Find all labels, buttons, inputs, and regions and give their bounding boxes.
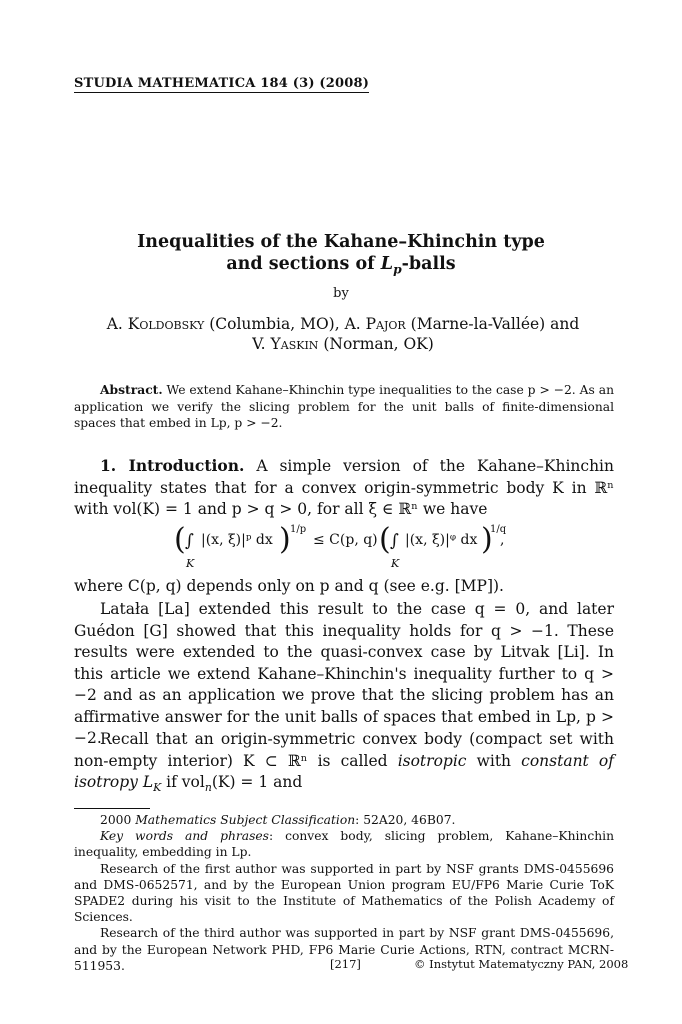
paragraph-isotropic: Recall that an origin-symmetric convex body (compact set with non-empty interior) K ⊂ ℝⁿ is called isotropic with constant of isotropy $L_K$ if vol$_n$(K) = 1 and [74, 730, 614, 795]
abstract-text: We extend Kahane–Khinchin type inequalities to the case p > −2. As an application we verify the slicing problem for the unit balls of finite-dimensional spaces that embed in Lp, p > −2. [74, 383, 614, 430]
footnote-funding-1: Research of the first author was supported in part by NSF grants DMS-0455696 and DMS-0652571, and by the European Union program EU/FP6 Marie Curie ToK SPADE2 during his visit to the Institute of Mathematics of the Polish Academy of Sciences. [74, 861, 614, 925]
integral-sign-2: ∫ [390, 531, 399, 551]
kahane-khinchin-equation [174, 522, 507, 572]
domain-K: K [186, 557, 195, 570]
relation: ≤ C(p, q) [313, 532, 378, 548]
author-3: Yaskin [270, 335, 319, 353]
rhs-exponent: 1/q [490, 524, 507, 535]
lhs-integrand: |(x, ξ)|ᵖ dx [201, 532, 273, 548]
abstract [74, 382, 614, 432]
abstract-label: Abstract. [100, 382, 163, 397]
footnotes [74, 812, 614, 974]
page-number: [217] [330, 957, 361, 971]
integral-sign: ∫ [185, 531, 194, 551]
footnote-rule [74, 808, 150, 809]
rhs-integrand: |(x, ξ)|ᵠ dx [405, 532, 478, 548]
svg-text:): ) [279, 522, 291, 557]
author-1: Koldobsky [127, 315, 205, 333]
by-line: by [333, 286, 349, 301]
author-2: Pajor [365, 315, 406, 333]
footnote-keywords: Key words and phrases: convex body, slicing problem, Kahane–Khinchin inequality, embedding in Lp. [74, 829, 614, 860]
svg-text:K: K [391, 557, 400, 570]
lhs-exponent: 1/p [290, 524, 307, 535]
title-line-2: and sections of $L_p$-balls [226, 254, 456, 277]
authors: A. Koldobsky (Columbia, MO), A. Pajor (Marne-la-Vallée) and V. Yaskin (Norman, OK) [106, 315, 580, 353]
paragraph-after-equation: where C(p, q) depends only on p and q (see e.g. [MP]). [74, 577, 504, 595]
svg-text:(: ( [379, 522, 391, 557]
introduction-paragraph: 1. Introduction. A simple version of the Kahane–Khinchin inequality states that for a convex origin-symmetric body K in ℝⁿ with vol(K) = 1 and p > q > 0, for all ξ ∈ ℝⁿ we have [74, 456, 615, 518]
svg-text:,: , [500, 532, 505, 548]
left-paren: ( [174, 522, 186, 557]
svg-text:): ) [481, 522, 493, 557]
footnote-msc: 2000 Mathematics Subject Classification: 52A20, 46B07. [100, 813, 456, 827]
journal-header: STUDIA MATHEMATICA 184 (3) (2008) [74, 76, 370, 91]
copyright: © Instytut Matematyczny PAN, 2008 [414, 957, 629, 971]
footnote-funding-3: Research of the third author was supported in part by NSF grant DMS-0455696, and by the European Network PHD, FP6 Marie Curie Actions, RTN, contract MCRN-511953. [74, 926, 614, 973]
paper-title [0, 231, 682, 281]
paragraph-latala: Latała [La] extended this result to the case q = 0, and later Guédon [G] showed that this inequality holds for q > −1. These results were extended to the quasi-convex case by Litvak [Li]. In this article we extend Kahane–Khinchin's inequality further to q > −2 and as an application we prove that the slicing problem has an affirmative answer for the unit balls of spaces that embed in Lp, p > −2. [74, 600, 614, 747]
title-line-1: Inequalities of the Kahane–Khinchin type [137, 232, 545, 252]
section-heading: 1. Introduction. [100, 456, 245, 475]
